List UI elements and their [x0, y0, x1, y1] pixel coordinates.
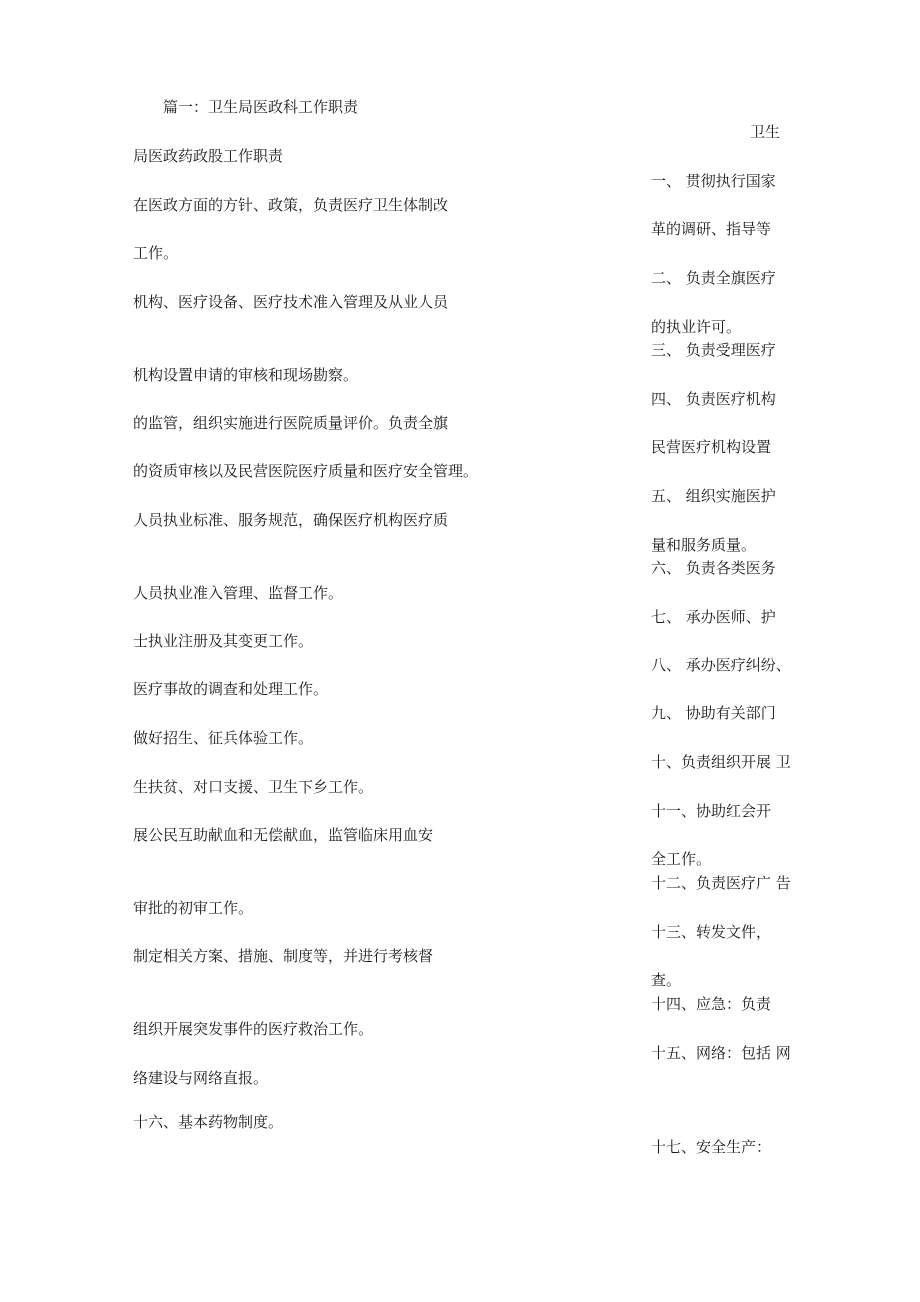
- left-line: 审批的初审工作。: [133, 899, 254, 917]
- document-title: 篇一：卫生局医政科工作职责: [163, 98, 359, 116]
- left-line: 在医政方面的方针、政策，负责医疗卫生体制改: [133, 196, 449, 214]
- left-line: 展公民互助献血和无偿献血，监管临床用血安: [133, 826, 434, 844]
- left-line: 的资质审核以及民营医院医疗质量和医疗安全管理。: [133, 462, 479, 480]
- left-line: 人员执业准入管理、监督工作。: [133, 584, 344, 602]
- right-line: 二、 负责全旗医疗: [651, 269, 776, 287]
- left-line: 的监管，组织实施进行医院质量评价。负责全旗: [133, 414, 449, 432]
- left-line: 组织开展突发事件的医疗救治工作。: [133, 1020, 374, 1038]
- left-line: 工作。: [133, 244, 179, 262]
- left-line: 局医政药政股工作职责: [133, 147, 284, 165]
- left-line: 生扶贫、对口支援、卫生下乡工作。: [133, 778, 374, 796]
- right-line: 十、负责组织开展 卫: [651, 753, 791, 771]
- right-line: 十四、应急：负责: [651, 995, 772, 1013]
- right-line: 量和服务质量。: [651, 536, 757, 554]
- left-line: 十六、基本药物制度。: [133, 1113, 284, 1131]
- right-line: 一、 贯彻执行国家: [651, 172, 776, 190]
- right-line: 四、 负责医疗机构: [651, 390, 776, 408]
- left-line: 做好招生、征兵体验工作。: [133, 729, 314, 747]
- right-line: 九、 协助有关部门: [651, 704, 776, 722]
- left-line: 机构设置申请的审核和现场勘察。: [133, 366, 359, 384]
- left-line: 医疗事故的调查和处理工作。: [133, 680, 329, 698]
- right-line: 查。: [651, 971, 682, 989]
- right-line: 的执业许可。: [651, 318, 742, 336]
- right-line: 六、 负责各类医务: [651, 559, 776, 577]
- right-line: 五、 组织实施医护: [651, 487, 776, 505]
- right-line: 革的调研、指导等: [651, 220, 772, 238]
- right-line: 七、 承办医师、护: [651, 608, 776, 626]
- left-line: 制定相关方案、措施、制度等，并进行考核督: [133, 947, 434, 965]
- right-line: 八、 承办医疗纠纷、: [651, 656, 791, 674]
- right-line: 十一、协助红会开: [651, 802, 772, 820]
- left-line: 络建设与网络直报。: [133, 1069, 269, 1087]
- left-line: 人员执业标准、服务规范，确保医疗机构医疗质: [133, 511, 449, 529]
- right-line: 十五、网络：包括 网: [651, 1044, 791, 1062]
- right-line: 民营医疗机构设置: [651, 438, 772, 456]
- right-line: 十二、负责医疗广 告: [651, 874, 791, 892]
- right-line: 十七、安全生产：: [651, 1138, 772, 1156]
- right-line: 三、 负责受理医疗: [651, 341, 776, 359]
- left-line: 士执业注册及其变更工作。: [133, 632, 314, 650]
- right-line: 全工作。: [651, 850, 712, 868]
- right-line: 十三、转发文件，: [651, 923, 772, 941]
- right-header-label: 卫生: [750, 123, 781, 141]
- left-line: 机构、医疗设备、医疗技术准入管理及从业人员: [133, 293, 449, 311]
